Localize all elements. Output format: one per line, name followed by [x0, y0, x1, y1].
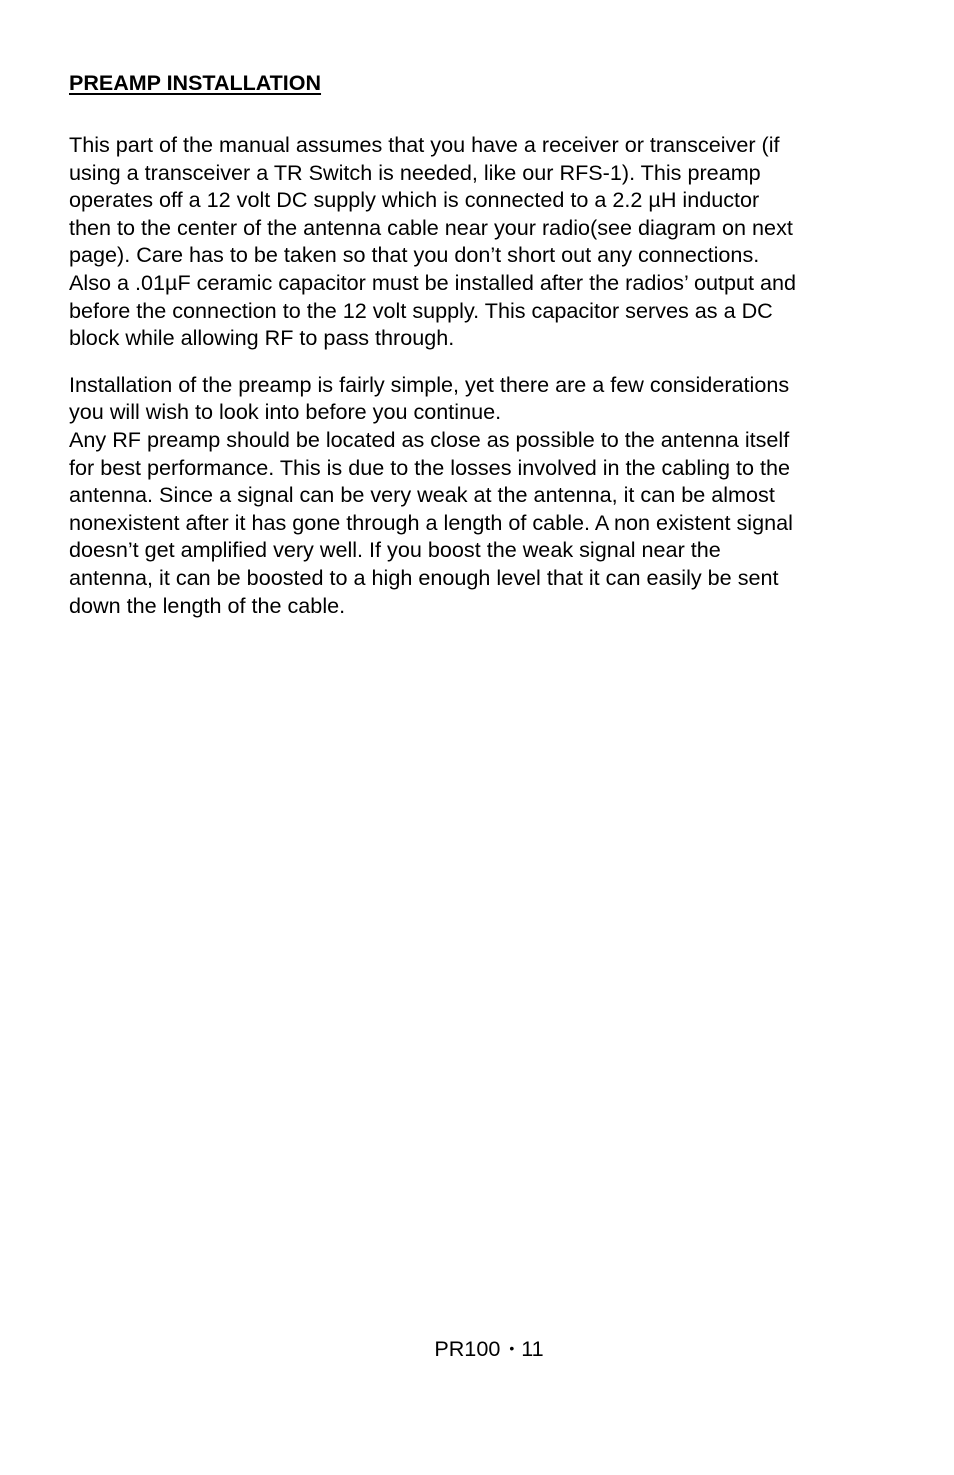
- manual-page-content: [69, 68, 899, 619]
- paragraph-line: block while allowing RF to pass through.: [69, 325, 455, 351]
- page-number: 11: [521, 1336, 544, 1361]
- paragraph-line: down the length of the cable.: [69, 592, 346, 618]
- paragraph-line: nonexistent after it has gone through a length of cable. A non existent signal: [69, 509, 793, 535]
- footer-product-name: PR100: [434, 1336, 501, 1361]
- paragraph-line: for best performance. This is due to the losses involved in the cabling to the: [69, 454, 790, 480]
- paragraph-line: Any RF preamp should be located as close as possible to the antenna itself: [69, 426, 790, 452]
- section-heading: PREAMP INSTALLATION: [69, 71, 322, 95]
- paragraph-line: Installation of the preamp is fairly simple, yet there are a few considerations: [69, 371, 790, 397]
- paragraph-line: This part of the manual assumes that you have a receiver or transceiver (if: [69, 132, 780, 157]
- paragraph-line: page). Care has to be taken so that you don’t short out any connections.: [69, 242, 760, 268]
- paragraph-line: then to the center of the antenna cable near your radio(see diagram on next: [69, 214, 793, 240]
- paragraph-line: antenna. Since a signal can be very weak at the antenna, it can be almost: [69, 482, 775, 508]
- paragraph-line: you will wish to look into before you continue.: [69, 399, 502, 425]
- paragraph-line: using a transceiver a TR Switch is needed, like our RFS-1). This preamp: [69, 159, 761, 185]
- paragraph-line: before the connection to the 12 volt supply. This capacitor serves as a DC: [69, 297, 773, 323]
- paragraph-line: doesn’t get amplified very well. If you boost the weak signal near the: [69, 537, 721, 563]
- bullet-separator: •: [509, 1340, 515, 1356]
- paragraph-line: antenna, it can be boosted to a high enough level that it can easily be sent: [69, 564, 779, 590]
- paragraph-line: operates off a 12 volt DC supply which is connected to a 2.2 µH inductor: [69, 187, 760, 213]
- paragraph-line: Also a .01µF ceramic capacitor must be installed after the radios’ output and: [69, 269, 797, 295]
- paragraph-tr-switch-setup: [69, 131, 899, 352]
- page-footer: [0, 1334, 954, 1363]
- paragraph-installation-considerations: [69, 371, 899, 619]
